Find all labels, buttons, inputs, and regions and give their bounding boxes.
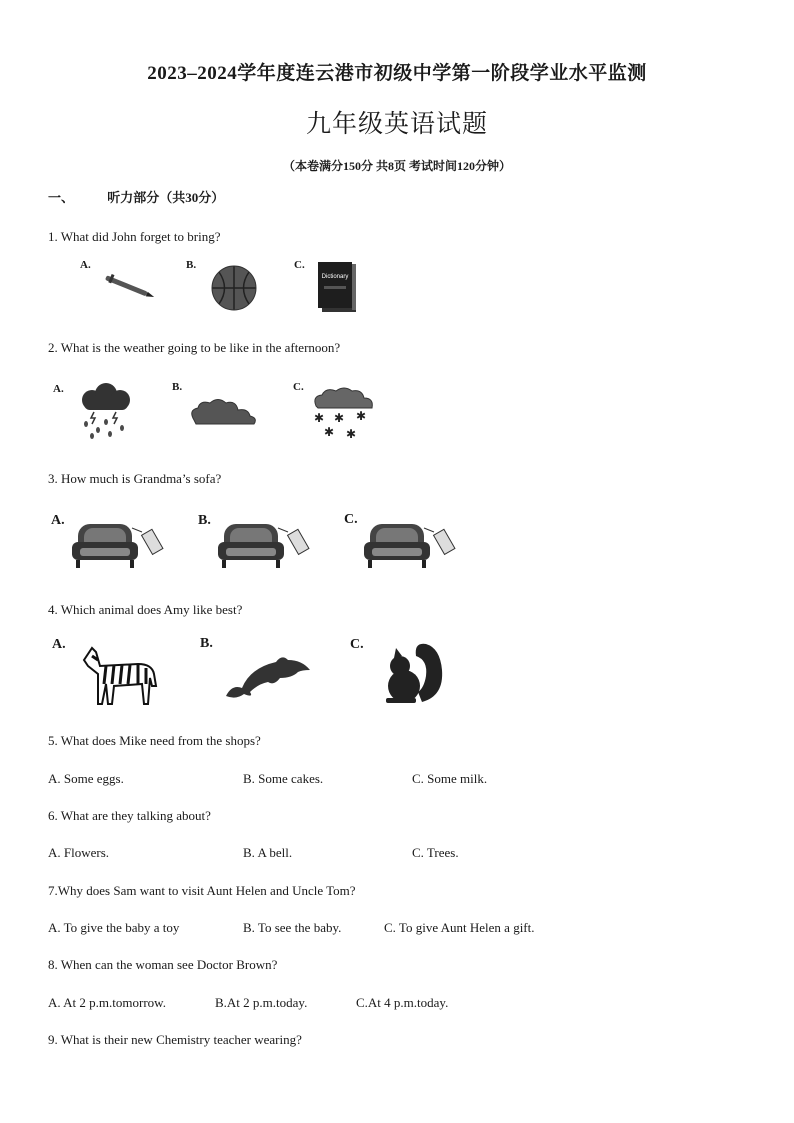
dictionary-title: Dictionary — [321, 274, 349, 280]
zebra-icon — [78, 644, 160, 706]
q7-option-a: A. To give the baby a toy — [48, 920, 180, 935]
q3-option-b-label: B. — [198, 513, 211, 528]
section-number: 一、 — [48, 190, 75, 205]
exam-subtitle: 九年级英语试题 — [305, 111, 488, 138]
q1-option-c-label: C. — [294, 259, 305, 271]
sofa-with-tag-icon — [362, 518, 454, 574]
pen-icon — [100, 275, 156, 305]
q7-option-c: C. To give Aunt Helen a gift. — [384, 920, 535, 935]
svg-text:✱: ✱ — [356, 409, 367, 423]
sofa-with-tag-icon — [70, 518, 162, 574]
q2-option-a-label: A. — [53, 383, 64, 395]
svg-text:✱: ✱ — [334, 411, 345, 425]
q3-option-c-label: C. — [344, 512, 358, 527]
q5-option-b: B. Some cakes. — [243, 771, 324, 786]
q4-option-c-label: C. — [350, 637, 364, 652]
q6-option-c: C. Trees. — [412, 845, 459, 860]
exam-title: 2023–2024学年度连云港市初级中学第一阶段学业水平监测 — [147, 63, 647, 84]
q4-option-a-label: A. — [52, 637, 66, 652]
question-2: 2. What is the weather going to be like in the afternoon? — [48, 340, 341, 355]
question-6: 6. What are they talking about? — [48, 808, 211, 823]
svg-text:✱: ✱ — [346, 427, 357, 441]
question-7: 7.Why does Sam want to visit Aunt Helen and Uncle Tom? — [48, 883, 356, 898]
svg-text:✱: ✱ — [314, 411, 325, 425]
q2-option-b-label: B. — [172, 381, 183, 393]
q5-option-c: C. Some milk. — [412, 771, 488, 786]
q5-option-a: A. Some eggs. — [48, 771, 124, 786]
q8-option-b: B.At 2 p.m.today. — [215, 995, 308, 1010]
q1-option-b-label: B. — [186, 259, 197, 271]
sofa-with-tag-icon — [216, 518, 308, 574]
q8-option-a: A. At 2 p.m.tomorrow. — [48, 995, 166, 1010]
q4-option-b-label: B. — [200, 636, 213, 651]
cloudy-icon — [188, 396, 260, 426]
dolphin-icon — [222, 648, 312, 702]
q7-option-b: B. To see the baby. — [243, 920, 342, 935]
snow-cloud-icon — [312, 386, 376, 444]
q8-option-c: C.At 4 p.m.today. — [356, 995, 449, 1010]
exam-note: （本卷满分150分 共8页 考试时间120分钟） — [282, 159, 511, 173]
basketball-icon — [210, 264, 258, 312]
q6-option-b: B. A bell. — [243, 845, 293, 860]
question-9: 9. What is their new Chemistry teacher wearing? — [48, 1032, 302, 1047]
q3-option-a-label: A. — [51, 513, 65, 528]
svg-text:✱: ✱ — [324, 425, 335, 439]
question-4: 4. Which animal does Amy like best? — [48, 602, 243, 617]
section-heading — [48, 187, 224, 206]
rain-cloud-icon — [76, 384, 136, 442]
question-5: 5. What does Mike need from the shops? — [48, 733, 261, 748]
q2-option-c-label: C. — [293, 381, 304, 393]
question-1: 1. What did John forget to bring? — [48, 229, 221, 244]
question-3: 3. How much is Grandma’s sofa? — [48, 471, 222, 486]
q6-option-a: A. Flowers. — [48, 845, 110, 860]
question-8: 8. When can the woman see Doctor Brown? — [48, 957, 278, 972]
q1-option-a-label: A. — [80, 259, 91, 271]
squirrel-icon — [378, 640, 448, 708]
dictionary-icon — [318, 262, 360, 314]
section-label: 听力部分（共30分） — [107, 190, 225, 205]
